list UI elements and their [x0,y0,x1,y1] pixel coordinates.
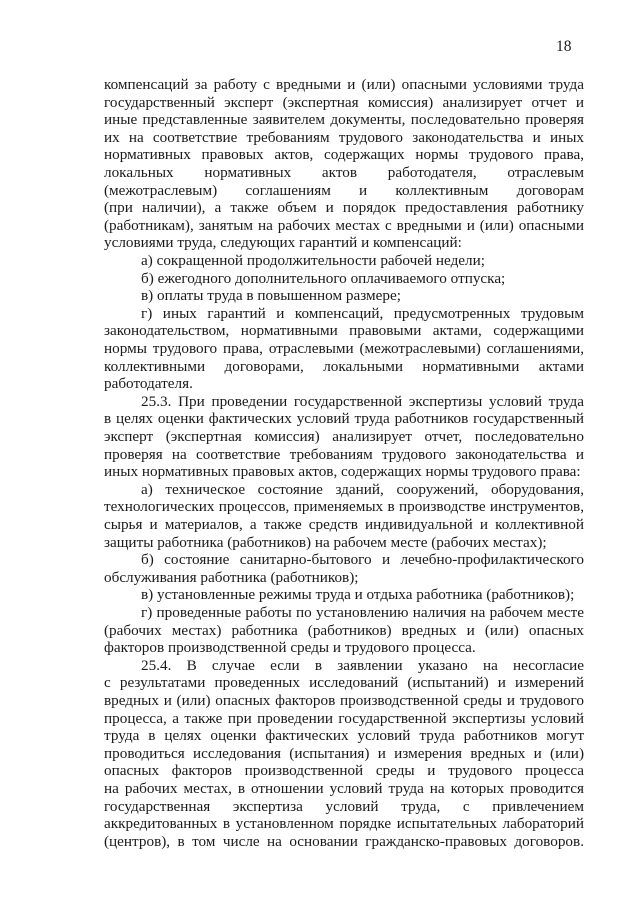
text-line: иных нормативных правовых актов, содержащих нормы трудового права: [104,463,581,481]
text-line: процесса, а также при проведении государственной экспертизы условий [104,709,584,727]
text-line: (межотраслевым) соглашениям и коллективным договорам [104,181,584,199]
text-line: защиты работника (работников) на рабочем месте (рабочих местах); [104,533,547,551]
text-line: законодательством, нормативными правовыми актами, содержащими [104,322,584,340]
text-line: а) сокращенной продолжительности рабочей недели; [141,252,485,269]
text-line: 25.4. В случае если в заявлении указано на несогласие [141,656,584,674]
text-line: (работникам), занятым на рабочих местах с вредными и (или) опасными [104,216,584,234]
text-line: вредных и (или) опасных факторов производственной среды и трудового [104,692,584,709]
text-line: государственный эксперт (экспертная комиссия) анализирует отчет и [104,93,584,111]
text-line: локальных нормативных актов работодателя, отраслевым [104,164,584,181]
text-line: иные представленные заявителем документы, последовательно проверяя [104,111,584,129]
text-line: на рабочих местах, в отношении условий труда на которых проводится [104,780,584,797]
text-line: компенсаций за работу с вредными и (или) опасными условиями труда [104,76,584,93]
text-line: г) иных гарантий и компенсаций, предусмотренных трудовым [141,304,584,322]
text-line: проводиться исследования (испытания) и измерения вредных и (или) [104,744,584,762]
text-line: (центров), в том числе на основании гражданско-правовых договоров. [104,832,584,850]
text-line: б) состояние санитарно-бытового и лечебно-профилактического [141,551,584,569]
text-line: б) ежегодного дополнительного оплачиваемого отпуска; [141,269,506,287]
text-line: технологических процессов, применяемых в производстве инструментов, [104,498,584,516]
text-line: (рабочих местах) работника (работников) вредных и (или) опасных [104,621,584,639]
text-line: труда в целях оценки фактических условий труда работников могут [104,727,584,745]
text-line: проверяя на соответствие требованиям трудового законодательства и [104,445,584,463]
text-line: 25.3. При проведении государственной экспертизы условий труда [141,392,584,410]
text-line: факторов производственной среды и трудового процесса. [104,639,476,657]
text-line: с результатами проведенных исследований (испытаний) и измерений [104,674,584,692]
text-line: государственная экспертиза условий труда, с привлечением [104,797,584,815]
text-line: нормативных правовых актов, содержащих нормы трудового права, [104,146,584,164]
text-line: нормы трудового права, отраслевыми (межотраслевыми) соглашениями, [104,340,584,357]
text-line: работодателя. [104,375,193,393]
text-line: коллективными договорами, локальными нормативными актами [104,357,584,375]
text-line: опасных факторов производственной среды и трудового процесса [104,762,584,780]
page-number: 18 [556,38,572,55]
text-line: г) проведенные работы по установлению наличия на рабочем месте [141,604,584,621]
text-line: в) оплаты труда в повышенном размере; [141,287,401,305]
text-line: в целях оценки фактических условий труда работников государственный [104,410,584,428]
text-line: в) установленные режимы труда и отдыха работника (работников); [141,586,575,604]
text-line: аккредитованных в установленном порядке испытательных лабораторий [104,815,584,833]
text-line: их на соответствие требованиям трудового законодательства и иных [104,128,584,146]
text-line: обслуживания работника (работников); [104,568,359,586]
text-line: а) техническое состояние зданий, сооружений, оборудования, [141,480,584,498]
text-line: (при наличии), а также объем и порядок предоставления работнику [104,199,584,217]
text-line: условиями труда, следующих гарантий и компенсаций: [104,234,462,252]
text-line: сырья и материалов, а также средств индивидуальной и коллективной [104,516,584,533]
text-line: эксперт (экспертная комиссия) анализирует отчет, последовательно [104,428,584,445]
